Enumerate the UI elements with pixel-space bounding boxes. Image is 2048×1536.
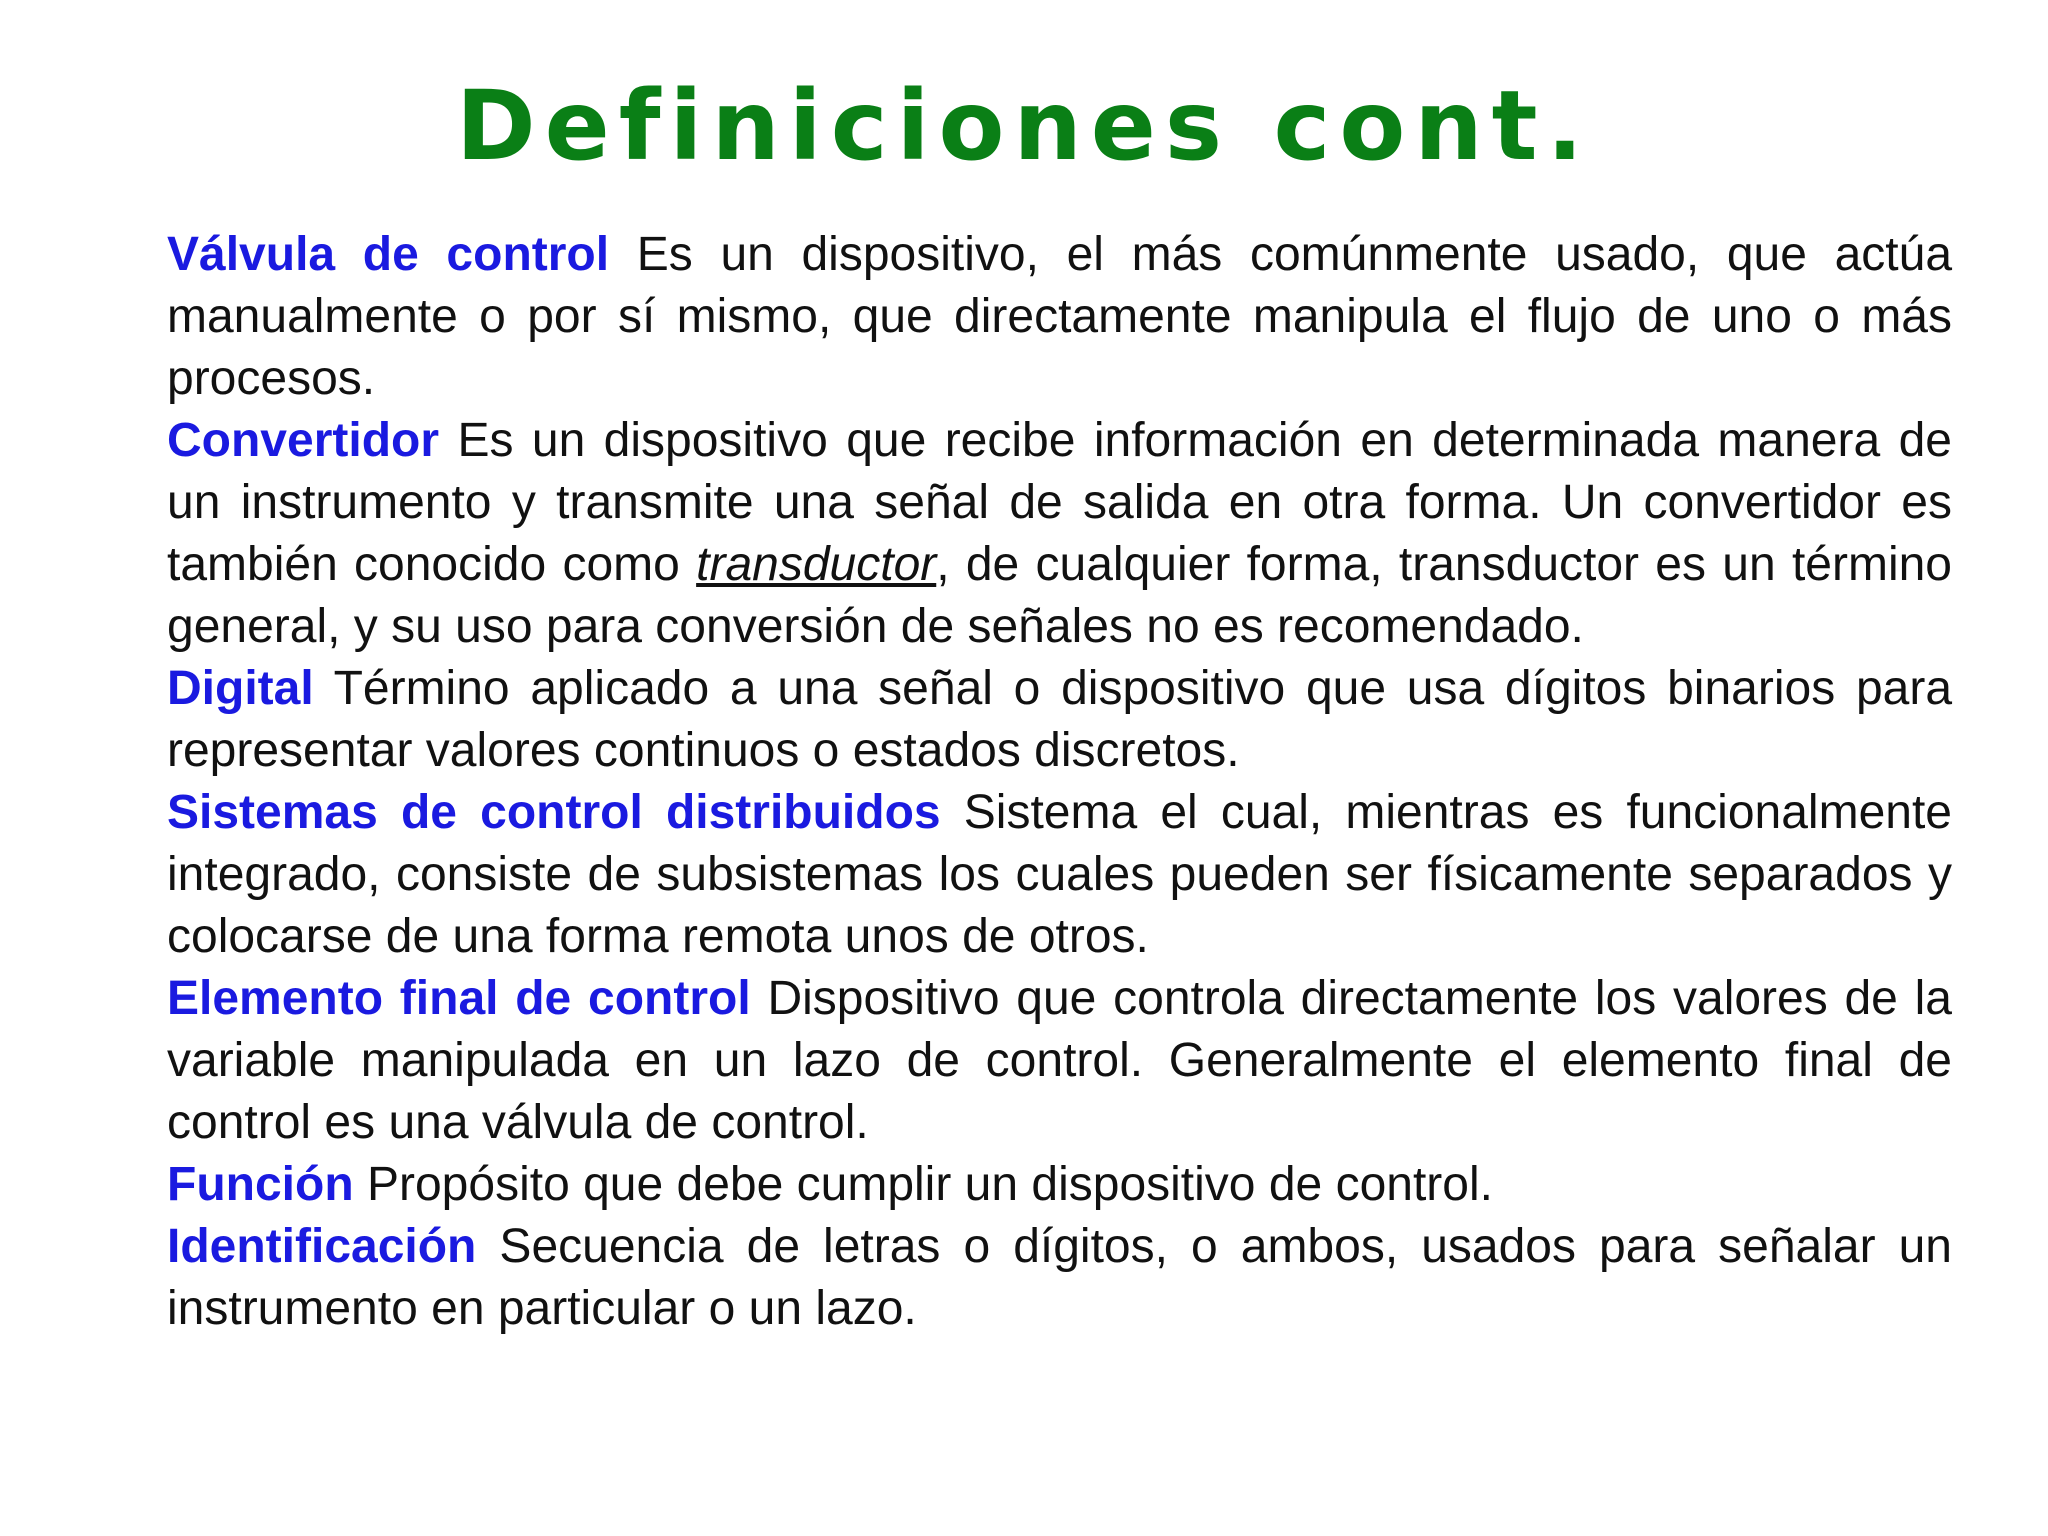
definition-term: Elemento final de control: [167, 972, 751, 1025]
definition-text: Propósito que debe cumplir un dispositivo de control.: [366, 1158, 1493, 1211]
definition-text: Sistema el cual, mientras es funcionalmente integrado, consiste de subsistemas los cuales pueden ser físicamente separados y colocarse de una forma remota unos de otros.: [167, 786, 1953, 963]
definition-convertidor: [167, 410, 1952, 658]
definition-term: Función: [167, 1158, 354, 1211]
definition-sistemas: [167, 782, 1952, 968]
definition-elemento-final: [167, 968, 1952, 1154]
definition-text: Es un dispositivo, el más comúnmente usado, que actúa manualmente o por sí mismo, que directamente manipula el flujo de uno o más procesos.: [167, 228, 1953, 405]
definition-text: , de cualquier forma, transductor es un término general, y su uso para conversión de señales no es recomendado.: [167, 538, 1953, 653]
definitions-list: [167, 224, 1952, 1340]
definition-funcion: [167, 1154, 1952, 1216]
definition-term: Convertidor: [167, 414, 440, 467]
definition-text: Dispositivo que controla directamente los valores de la variable manipulada en un lazo de control. Generalmente el elemento final de control es una válvula de control.: [167, 972, 1952, 1149]
definition-text: Es un dispositivo que recibe información en determinada manera de un instrumento y transmite una señal de salida en otra forma. Un convertidor es también conocido como: [167, 414, 1952, 591]
definition-text: Secuencia de letras o dígitos, o ambos, usados para señalar un instrumento en particular o un lazo.: [167, 1220, 1952, 1335]
definition-digital: [167, 658, 1952, 782]
definition-term: Digital: [167, 662, 314, 715]
slide-title: Definiciones cont.: [455, 70, 1593, 182]
definition-term: Válvula de control: [167, 228, 610, 281]
definition-term: Sistemas de control distribuidos: [167, 786, 941, 839]
definition-valvula: [167, 224, 1952, 410]
definition-text: Término aplicado a una señal o dispositivo que usa dígitos binarios para representar valores continuos o estados discretos.: [167, 662, 1953, 777]
definition-term: Identificación: [167, 1220, 477, 1273]
definition-emphasis: transductor: [696, 538, 937, 591]
definition-identificacion: [167, 1216, 1952, 1340]
